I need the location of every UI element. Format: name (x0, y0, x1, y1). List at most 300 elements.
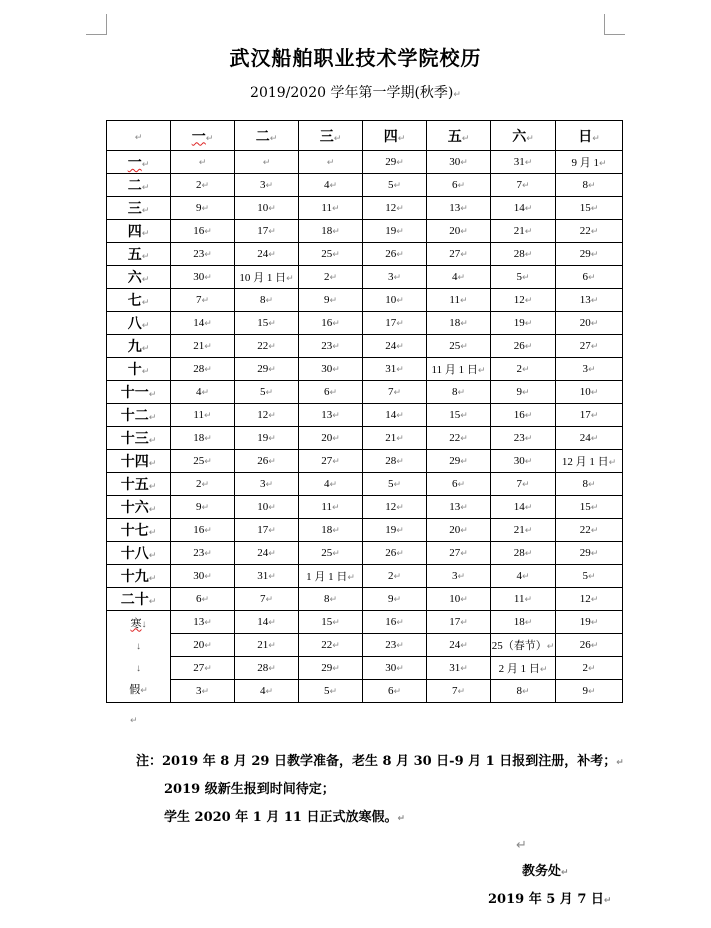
paragraph-mark: ↵ (460, 434, 468, 444)
paragraph-mark: ↵ (201, 503, 210, 513)
day-value: 6 (323, 386, 330, 398)
day-cell (299, 565, 363, 588)
day-value: 31 (385, 363, 397, 375)
paragraph-mark: ↵ (329, 480, 338, 490)
day-cell (427, 427, 491, 450)
down-arrow-icon: ↓ (136, 640, 141, 652)
week-number-label: 十 (127, 362, 142, 378)
paragraph-mark: ↵ (141, 367, 150, 377)
day-cell (491, 335, 556, 358)
paragraph-mark: ↵ (457, 480, 466, 490)
paragraph-mark: ↵ (457, 181, 466, 191)
day-value: 3 (259, 478, 266, 490)
paragraph-mark: ↵ (460, 227, 468, 237)
day-cell (427, 358, 491, 381)
day-value: 15 (449, 409, 461, 421)
paragraph-mark: ↵ (477, 366, 486, 376)
paragraph-mark: ↵ (268, 411, 276, 421)
paragraph-mark: ↵ (396, 641, 404, 651)
week-number-cell (107, 565, 171, 588)
day-cell (299, 496, 363, 519)
weekday-label: 四 (383, 128, 398, 145)
day-value: 22 (449, 432, 461, 444)
day-value: 30 (385, 662, 397, 674)
day-value: 5 (582, 570, 588, 582)
day-cell (299, 151, 363, 174)
day-value: 15 (579, 501, 591, 513)
day-cell (235, 174, 299, 197)
paragraph-mark: ↵ (521, 687, 530, 697)
day-value: 26 (513, 340, 525, 352)
paragraph-mark: ↵ (524, 158, 533, 168)
day-value: 9 (516, 386, 522, 398)
paragraph-mark: ↵ (268, 618, 276, 628)
day-cell (491, 174, 556, 197)
week-number-cell (107, 289, 171, 312)
table-row (107, 289, 623, 312)
day-cell (299, 197, 363, 220)
day-value: 10 (257, 501, 269, 513)
paragraph-mark: ↵ (524, 250, 533, 260)
day-value: 11 (321, 202, 333, 214)
paragraph-mark: ↵ (332, 365, 340, 375)
day-value: 20 (193, 639, 205, 651)
day-cell (491, 473, 556, 496)
day-cell (427, 611, 491, 634)
day-value: 25（春节） (491, 640, 547, 652)
paragraph-mark: ↵ (268, 342, 276, 352)
paragraph-mark: ↵ (262, 158, 271, 168)
day-cell (299, 266, 363, 289)
paragraph-mark: ↵ (396, 434, 404, 444)
day-cell (491, 312, 556, 335)
signature-date: 2019 年 5 月 7 日↵ (488, 892, 612, 907)
day-value: 27 (193, 662, 205, 674)
paragraph-mark: ↵ (524, 342, 533, 352)
day-value: 23 (193, 547, 205, 559)
day-cell (171, 473, 235, 496)
paragraph-mark: ↵ (332, 342, 340, 352)
week-number-cell (107, 381, 171, 404)
day-value: 18 (321, 225, 333, 237)
day-cell (363, 611, 427, 634)
paragraph-mark: ↵ (130, 716, 138, 726)
paragraph-mark: ↵ (332, 618, 340, 628)
paragraph-mark: ↵ (521, 365, 530, 375)
day-cell (363, 542, 427, 565)
paragraph-mark: ↵ (148, 551, 157, 561)
table-header-row (107, 121, 623, 151)
day-cell (171, 312, 235, 335)
paragraph-mark: ↵ (590, 434, 599, 444)
day-value: 21 (513, 524, 525, 536)
day-cell (427, 381, 491, 404)
day-value: 4 (516, 570, 522, 582)
day-value: 25 (449, 340, 461, 352)
paragraph-mark: ↵ (546, 642, 555, 652)
day-cell (427, 197, 491, 220)
day-value: 26 (257, 455, 269, 467)
table-row (107, 588, 623, 611)
paragraph-mark: ↵ (590, 204, 599, 214)
day-cell (299, 588, 363, 611)
day-value: 29 (579, 547, 591, 559)
week-number-cell (107, 312, 171, 335)
paragraph-mark: ↵ (393, 572, 402, 582)
page-title: 武汉船舶职业技术学院校历 (229, 46, 482, 70)
paragraph-mark: ↵ (396, 250, 404, 260)
day-value: 16 (513, 409, 525, 421)
paragraph-mark: ↵ (268, 319, 276, 329)
day-value: 29 (257, 363, 269, 375)
winter-vacation-label-cell (107, 611, 171, 703)
day-value: 5 (259, 386, 266, 398)
paragraph-mark: ↵ (332, 227, 340, 237)
week-number-label: 十九 (120, 569, 149, 585)
table-row (107, 565, 623, 588)
paragraph-mark: ↵ (141, 183, 150, 193)
day-value: 19 (385, 225, 397, 237)
day-value: 7 (451, 685, 458, 697)
day-cell (556, 496, 623, 519)
day-value: 14 (513, 202, 525, 214)
day-value: 12 月 1 日 (561, 456, 609, 468)
day-value: 11 (513, 593, 525, 605)
day-value: 28 (513, 248, 525, 260)
paragraph-mark: ↵ (590, 595, 599, 605)
day-value: 6 (451, 179, 458, 191)
day-value: 13 (193, 616, 205, 628)
day-cell (171, 427, 235, 450)
paragraph-mark: ↵ (201, 181, 210, 191)
paragraph-mark: ↵ (329, 273, 338, 283)
paragraph-mark: ↵ (393, 388, 402, 398)
day-value: 1 月 1 日 (306, 571, 348, 583)
day-value: 8 (582, 179, 588, 191)
day-cell (299, 220, 363, 243)
day-cell (171, 519, 235, 542)
paragraph-mark: ↵ (268, 457, 276, 467)
day-cell (556, 588, 623, 611)
day-value: 25 (321, 248, 333, 260)
day-cell (171, 496, 235, 519)
day-cell (299, 335, 363, 358)
day-cell (491, 634, 556, 657)
table-row (107, 450, 623, 473)
paragraph-mark: ↵ (332, 250, 340, 260)
day-cell (171, 220, 235, 243)
paragraph-mark: ↵ (201, 388, 210, 398)
week-number-cell (107, 519, 171, 542)
day-cell (363, 151, 427, 174)
weekday-header (299, 121, 363, 151)
day-value: 20 (321, 432, 333, 444)
day-value: 18 (193, 432, 205, 444)
page-corner-mark-top-left (86, 14, 107, 35)
day-value: 11 月 1 日 (431, 364, 478, 376)
week-number-cell (107, 335, 171, 358)
day-value: 16 (321, 317, 333, 329)
day-cell (299, 312, 363, 335)
paragraph-mark: ↵ (524, 319, 533, 329)
day-cell (556, 427, 623, 450)
paragraph-mark: ↵ (590, 319, 599, 329)
paragraph-mark: ↵ (198, 158, 207, 168)
week-number-label: 七 (127, 293, 142, 309)
day-value: 2 月 1 日 (498, 663, 540, 675)
table-row (107, 519, 623, 542)
day-value: 9 (195, 202, 202, 214)
table-row (107, 496, 623, 519)
day-value: 22 (579, 524, 591, 536)
day-value: 10 (257, 202, 269, 214)
day-value: 28 (193, 363, 205, 375)
day-cell (171, 611, 235, 634)
day-value: 24 (579, 432, 591, 444)
week-number-label: 二 (127, 178, 142, 194)
paragraph-mark: ↵ (269, 133, 278, 144)
paragraph-mark: ↵ (329, 181, 338, 191)
week-number-label: 十一 (120, 385, 149, 401)
day-value: 17 (257, 524, 269, 536)
day-value: 2 (516, 363, 522, 375)
day-value: 7 (516, 478, 522, 490)
day-cell (427, 266, 491, 289)
day-cell (491, 427, 556, 450)
paragraph-mark: ↵ (141, 344, 150, 354)
day-cell (171, 381, 235, 404)
paragraph-mark: ↵ (141, 252, 150, 262)
day-cell (556, 450, 623, 473)
day-cell (427, 588, 491, 611)
paragraph-mark: ↵ (460, 526, 468, 536)
paragraph-mark: ↵ (332, 526, 340, 536)
day-value: 16 (385, 616, 397, 628)
day-value: 11 (449, 294, 461, 306)
table-row (107, 427, 623, 450)
paragraph-mark: ↵ (396, 411, 404, 421)
day-value: 27 (321, 455, 333, 467)
day-cell (556, 542, 623, 565)
day-value: 4 (323, 478, 330, 490)
day-cell (556, 473, 623, 496)
paragraph-mark: ↵ (460, 457, 468, 467)
day-cell (171, 404, 235, 427)
paragraph-mark: ↵ (460, 342, 468, 352)
paragraph-mark: ↵ (201, 687, 210, 697)
day-value: 30 (193, 570, 205, 582)
week-number-cell (107, 404, 171, 427)
day-cell (363, 289, 427, 312)
day-cell (427, 657, 491, 680)
week-number-cell (107, 473, 171, 496)
paragraph-mark: ↵ (460, 204, 468, 214)
day-value: 21 (193, 340, 205, 352)
paragraph-mark: ↵ (396, 296, 404, 306)
day-value: 29 (385, 156, 397, 168)
day-cell (235, 634, 299, 657)
paragraph-mark: ↵ (457, 572, 466, 582)
table-row (107, 542, 623, 565)
day-value: 10 (579, 386, 591, 398)
week-number-label: 十二 (120, 408, 149, 424)
day-value: 6 (195, 593, 202, 605)
day-cell (363, 358, 427, 381)
day-cell (171, 680, 235, 703)
day-value: 15 (579, 202, 591, 214)
paragraph-mark: ↵ (141, 275, 150, 285)
day-cell (491, 243, 556, 266)
paragraph-mark: ↵ (396, 365, 404, 375)
day-value: 14 (385, 409, 397, 421)
day-value: 13 (321, 409, 333, 421)
day-value: 4 (195, 386, 202, 398)
day-value: 21 (257, 639, 269, 651)
day-cell (235, 312, 299, 335)
day-value: 3 (387, 271, 394, 283)
day-cell (427, 151, 491, 174)
day-value: 8 (259, 294, 266, 306)
paragraph-mark: ↵ (590, 227, 599, 237)
day-value: 29 (579, 248, 591, 260)
day-cell (427, 680, 491, 703)
day-cell (427, 634, 491, 657)
paragraph-mark: ↵ (396, 503, 404, 513)
paragraph-mark: ↵ (590, 526, 599, 536)
paragraph-mark: ↵ (457, 388, 466, 398)
winter-label-top (107, 613, 170, 635)
day-value: 2 (387, 570, 394, 582)
day-cell (427, 220, 491, 243)
paragraph-mark: ↵ (460, 296, 468, 306)
paragraph-mark: ↵ (141, 229, 150, 239)
paragraph-mark: ↵ (332, 434, 340, 444)
day-cell (427, 473, 491, 496)
paragraph-mark: ↵ (590, 388, 599, 398)
paragraph-mark: ↵ (396, 457, 404, 467)
week-number-cell (107, 588, 171, 611)
paragraph-mark: ↵ (201, 480, 210, 490)
day-cell (556, 174, 623, 197)
paragraph-mark: ↵ (140, 685, 148, 696)
week-number-label: 八 (127, 316, 142, 332)
day-value: 27 (449, 547, 461, 559)
week-number-cell (107, 174, 171, 197)
paragraph-mark: ↵ (396, 618, 404, 628)
weekday-header (427, 121, 491, 151)
day-value: 7 (259, 593, 266, 605)
day-cell (427, 496, 491, 519)
day-cell (235, 358, 299, 381)
day-cell (363, 657, 427, 680)
table-row (107, 404, 623, 427)
paragraph-mark: ↵ (204, 434, 212, 444)
day-cell (491, 496, 556, 519)
paragraph-mark: ↵ (329, 595, 338, 605)
day-value: 13 (449, 501, 461, 513)
table-row (107, 174, 623, 197)
paragraph-mark: ↵ (268, 204, 276, 214)
paragraph-mark: ↵ (347, 573, 355, 583)
paragraph-mark: ↵ (204, 618, 212, 628)
week-number-label: 一 (127, 155, 142, 171)
table-row (107, 634, 623, 657)
day-value: 26 (579, 639, 591, 651)
day-cell (491, 565, 556, 588)
day-cell (491, 197, 556, 220)
day-cell (235, 266, 299, 289)
note-line-3: 学生 2020 年 1 月 11 日正式放寒假。↵ (164, 810, 406, 825)
day-cell (363, 335, 427, 358)
day-value: 4 (451, 271, 458, 283)
paragraph-mark: ↵ (590, 549, 599, 559)
day-cell (171, 289, 235, 312)
day-value: 7 (516, 179, 522, 191)
paragraph-mark: ↵ (460, 618, 468, 628)
table-row (107, 358, 623, 381)
paragraph-mark: ↵ (524, 595, 533, 605)
day-cell (235, 197, 299, 220)
day-value: 20 (449, 524, 461, 536)
paragraph-mark: ↵ (141, 298, 150, 308)
day-value: 15 (257, 317, 269, 329)
day-cell (491, 358, 556, 381)
paragraph-mark: ↵ (204, 549, 212, 559)
day-value: 30 (449, 156, 461, 168)
day-cell (363, 404, 427, 427)
paragraph-mark: ↵ (393, 595, 402, 605)
day-cell (235, 473, 299, 496)
table-row (107, 473, 623, 496)
day-cell (363, 243, 427, 266)
day-value: 27 (449, 248, 461, 260)
paragraph-mark: ↵ (524, 204, 533, 214)
day-value: 2 (582, 662, 588, 674)
day-cell (556, 519, 623, 542)
paragraph-mark: ↵ (204, 319, 212, 329)
paragraph-mark: ↵ (204, 342, 212, 352)
weekday-label: 五 (447, 128, 462, 145)
paragraph-mark: ↵ (608, 458, 617, 468)
paragraph-mark: ↵ (265, 181, 274, 191)
paragraph-mark: ↵ (460, 250, 468, 260)
day-cell (235, 611, 299, 634)
day-cell (363, 197, 427, 220)
week-number-label: 九 (127, 339, 142, 355)
paragraph-mark: ↵ (460, 319, 468, 329)
paragraph-mark: ↵ (524, 227, 533, 237)
day-cell (363, 565, 427, 588)
paragraph-mark: ↵ (396, 526, 404, 536)
day-cell (491, 657, 556, 680)
paragraph-mark: ↵ (141, 160, 150, 170)
paragraph-mark: ↵ (587, 572, 596, 582)
paragraph-mark: ↵ (148, 436, 157, 446)
week-number-label: 十三 (120, 431, 149, 447)
paragraph-mark: ↵ (268, 549, 276, 559)
day-cell (556, 404, 623, 427)
weekday-header (556, 121, 623, 151)
day-value: 24 (449, 639, 461, 651)
paragraph-mark: ↵ (148, 597, 157, 607)
paragraph-mark: ↵ (457, 273, 466, 283)
winter-label-text: 假 (129, 683, 141, 696)
day-cell (299, 404, 363, 427)
day-value: 10 (449, 593, 461, 605)
day-cell (556, 197, 623, 220)
day-cell (427, 174, 491, 197)
day-value: 11 (193, 409, 205, 421)
